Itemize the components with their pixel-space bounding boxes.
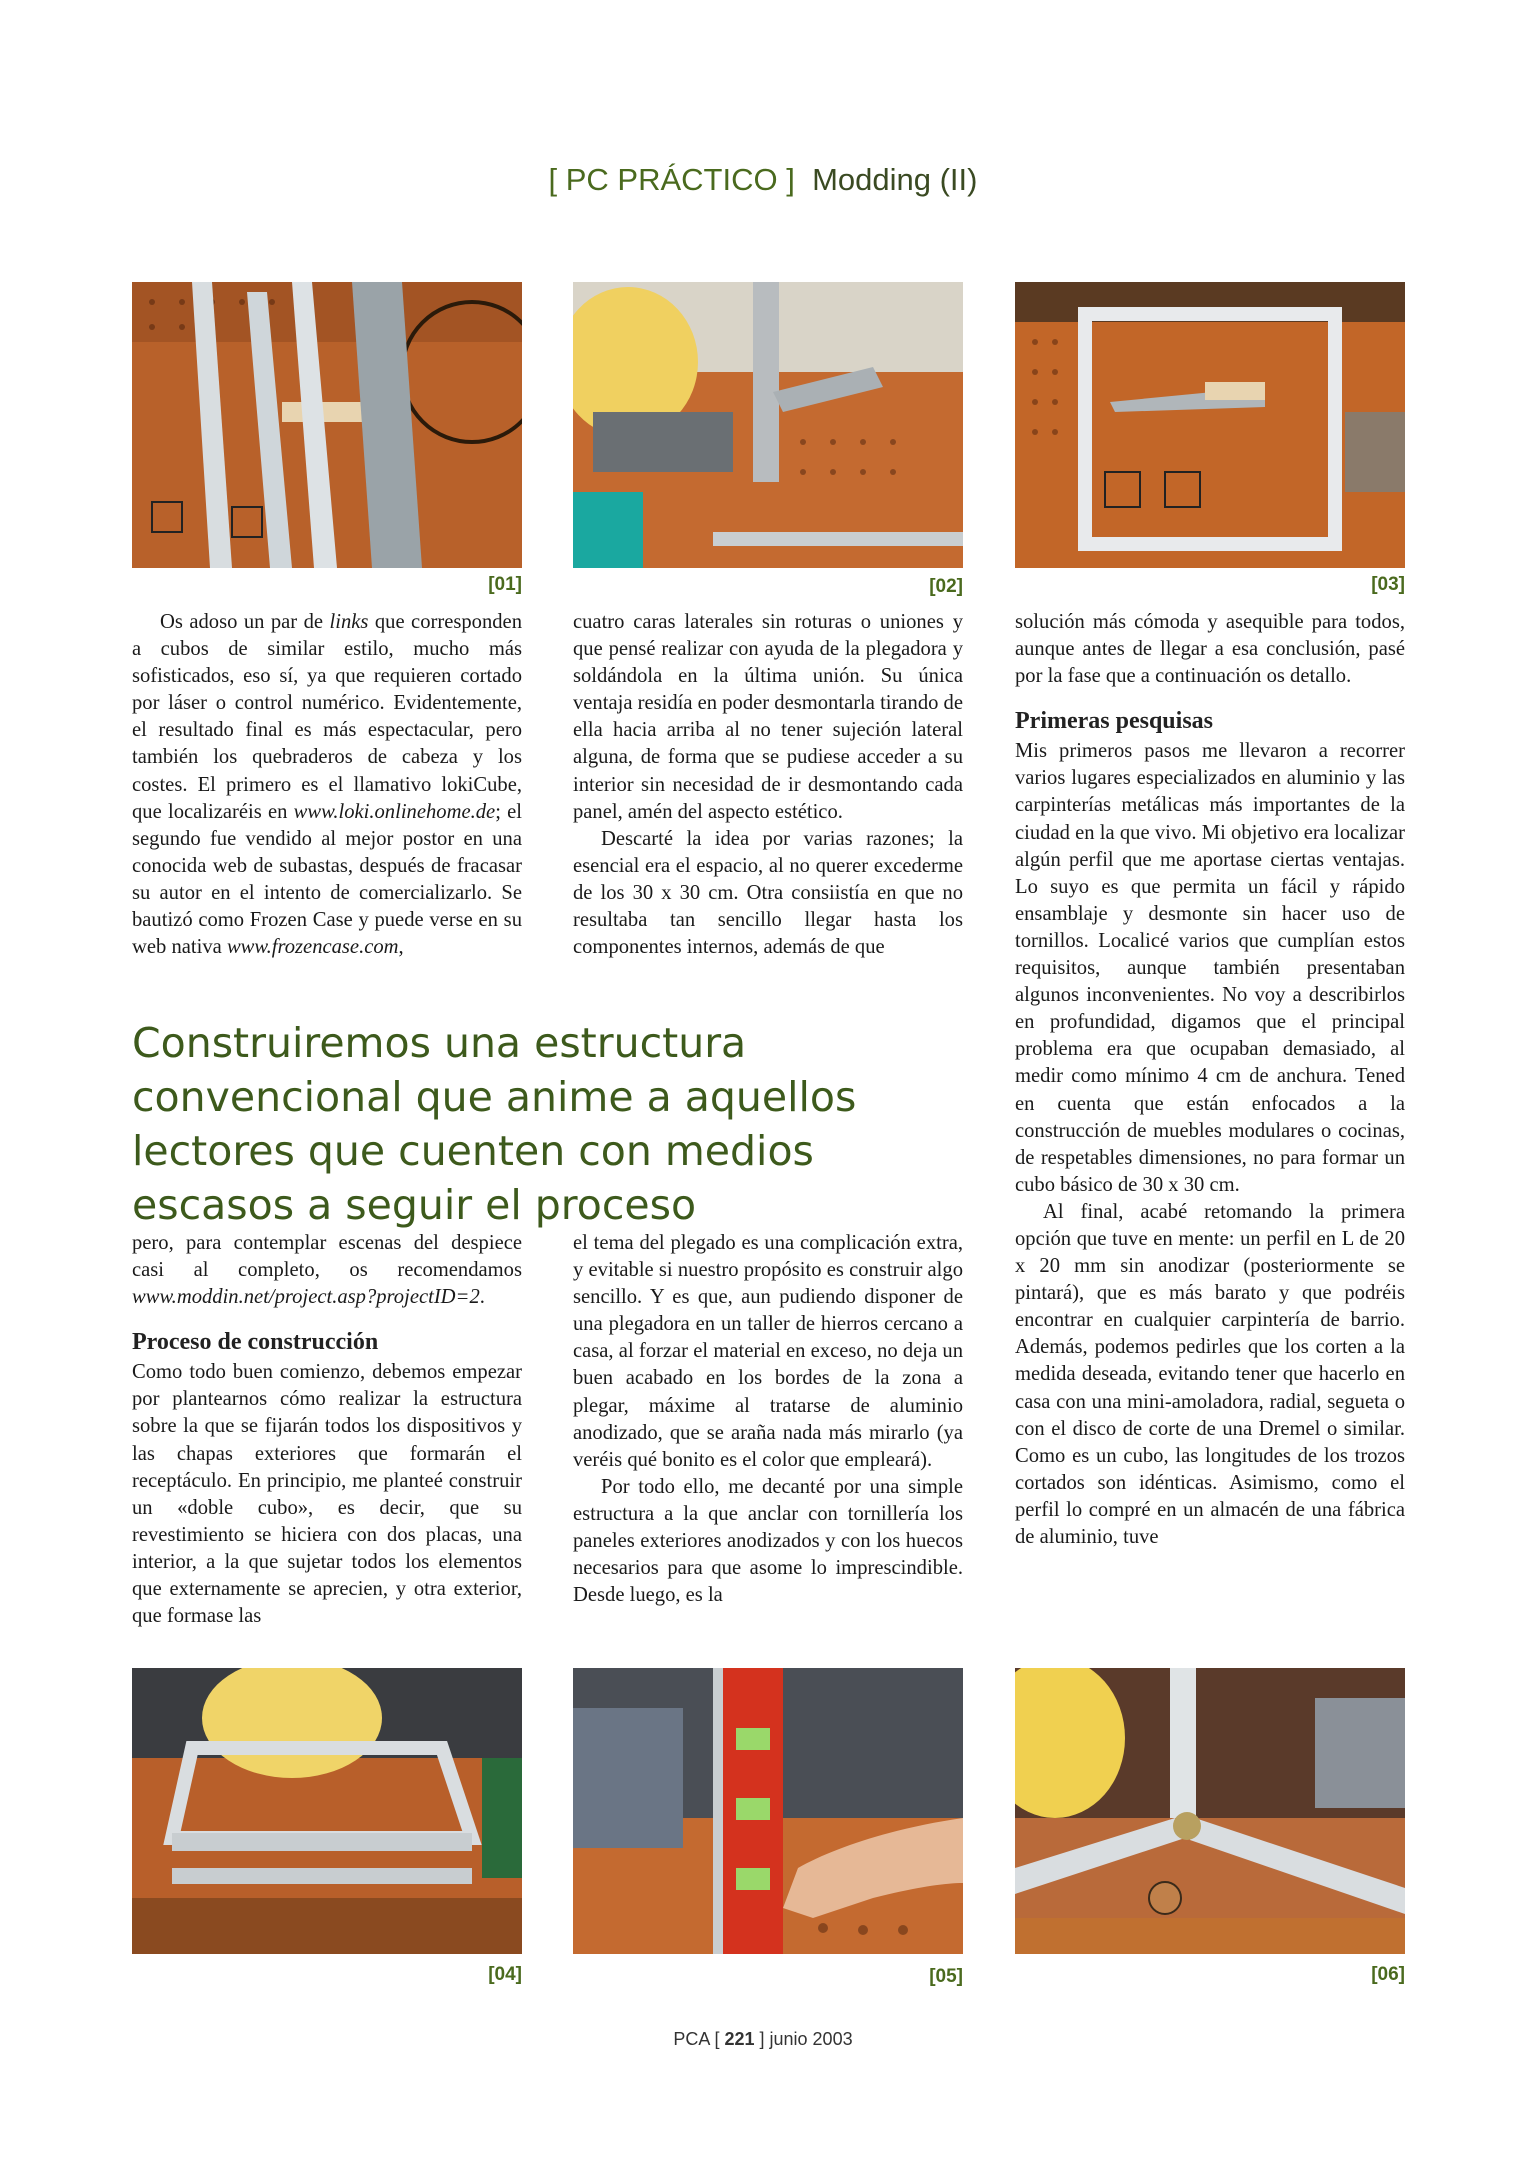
url-frozencase: www.frozencase.com xyxy=(226,936,399,959)
photo-04 xyxy=(132,1668,522,1954)
text-run: Os adoso un par de xyxy=(160,611,330,633)
photo-03 xyxy=(1015,282,1405,568)
url-moddin: www.moddin.net/project.asp?projectID=2 xyxy=(132,1286,480,1309)
text-run: . xyxy=(479,1286,485,1309)
issue-date: junio 2003 xyxy=(769,2029,853,2049)
caption-01: [01] xyxy=(488,574,522,595)
paragraph xyxy=(132,609,522,961)
page-footer: PCA [ 221 ] junio 2003 xyxy=(673,2029,853,2049)
section-heading: Proceso de construcción xyxy=(132,1329,379,1356)
column-2-top xyxy=(573,609,963,961)
column-3 xyxy=(1015,609,1405,1551)
paragraph: Por todo ello, me decanté por una simple estructura a la que anclar con tornillería los paneles exteriores anodizados y con los huecos necesarios para que asome lo imprescindible. Desde luego, es la xyxy=(573,1475,963,1607)
paragraph: Descarté la idea por varias razones; la esencial era el espacio, al no querer excederme de los 30 x 30 cm. Otra consiistía en que no resultaba tan sencillo llegar hasta los componentes internos, además de que xyxy=(573,827,963,959)
caption-05: [05] xyxy=(929,1966,963,1987)
text-run: ; el segundo fue vendido al mejor postor en una conocida web de subastas, después de fracasar su autor en el intento de comercializarlo. Se bautizó como Frozen Case y puede verse en su web nativa xyxy=(132,800,523,959)
photo-02 xyxy=(573,282,963,568)
text-run: , xyxy=(398,936,404,959)
column-1-bottom xyxy=(132,1230,522,1630)
paragraph: solución más cómoda y asequible para todos, aunque antes de llegar a esa conclusión, pasé por la fase que a continuación os detallo. xyxy=(1015,611,1405,688)
paragraph: el tema del plegado es una complicación extra, y evitable si nuestro propósito es construir algo sencillo. Y es que, aun pudiendo disponer de una plegadora en un taller de hierros cercano a casa, al forzar el material en exceso, no deja un buen acabado en los bordes de la zona a plegar, máxime al tratarse de aluminio anodizado, que se araña nada más mirarlo (ya veréis qué bonito es el color que empleará). xyxy=(573,1232,963,1471)
section-name: [ PC PRÁCTICO ] xyxy=(548,162,795,197)
url-loki: www.loki.onlinehome.de xyxy=(293,800,496,823)
page-number: 221 xyxy=(724,2029,755,2049)
caption-04: [04] xyxy=(488,1964,522,1985)
caption-03: [03] xyxy=(1371,574,1405,595)
pull-quote: Construiremos una estructura convencional que anime a aquellos lectores que cuenten con medios escasos a seguir el proceso xyxy=(132,1019,857,1229)
caption-06: [06] xyxy=(1371,1964,1405,1985)
photo-01 xyxy=(132,282,522,568)
text-run-italic: links xyxy=(329,611,369,633)
photo-06 xyxy=(1015,1668,1405,1954)
paragraph: Como todo buen comienzo, debemos empezar por plantearnos cómo realizar la estructura sobre la que se fijarán todos los dispositivos y las chapas exteriores que formarán el receptáculo. En principio, me planteé construir un «doble cubo», es decir, que su revestimiento se hiciera con dos placas, una interior, a la que sujetar todos los elementos que externamente se aprecien, y otra exterior, que formase las xyxy=(132,1361,522,1628)
paragraph: Mis primeros pasos me llevaron a recorrer varios lugares especializados en aluminio y las carpinterías metálicas más importantes de la ciudad en la que vivo. Mi objetivo era localizar algún perfil que me aportase ciertas ventajas. Lo suyo es que permita un fácil y rápido ensamblaje y desmonte sin hacer uso de tornillos. Localicé varios que cumplían estos requisitos, aunque también presentaban algunos inconvenientes. No voy a describirlos en profundidad, digamos que el principal problema era que ocupaban demasiado, al medir como mínimo 4 cm de anchura. Tened en cuenta que están enfocados a la construcción de muebles modulares o cocinas, de respetables dimensiones, no para formar un cubo básico de 30 x 30 cm. xyxy=(1015,740,1405,1196)
text-run: pero, para contemplar escenas del despiece casi al completo, os recomendamos xyxy=(132,1232,522,1282)
article-topic: Modding (II) xyxy=(812,162,978,197)
paragraph xyxy=(132,1230,522,1311)
column-1-top xyxy=(132,609,522,961)
paragraph: cuatro caras laterales sin roturas o uniones y que pensé realizar con ayuda de la plegadora y soldándola en la última unión. Su única ventaja residía en poder desmontarla tirando de ella hacia arriba al no tener sujeción lateral alguna, de forma que se pudiese acceder a su interior sin necesidad de ir desmontando cada panel, amén del aspecto estético. xyxy=(573,611,963,823)
caption-02: [02] xyxy=(929,576,963,597)
magazine-name: PCA xyxy=(673,2029,710,2049)
column-2-bottom xyxy=(573,1230,963,1609)
photo-05 xyxy=(573,1668,963,1954)
text-run: que corresponden a cubos de similar estilo, mucho más sofisticados, eso sí, ya que requieren cortado por láser o control numérico. Evidentemente, el resultado final es más espectacular, pero también los quebraderos de cabeza y los costes. El primero es el llamativo lokiCube, que localizaréis en xyxy=(132,611,522,823)
section-heading: Primeras pesquisas xyxy=(1015,708,1213,735)
running-header xyxy=(0,162,1526,198)
paragraph: Al final, acabé retomando la primera opción que tuve en mente: un perfil en L de 20 x 20 mm sin anodizar (posteriormente se pintará), que es más barato y que podréis encontrar en cualquier carpintería de barrio. Además, podemos pedirles que los corten a la medida deseada, evitando tener que hacerlo en casa con una mini-amoladora, radial, segueta o con el disco de corte de una Dremel o similar. Como es un cubo, las longitudes de los trozos cortados son idénticas. Asimismo, como el perfil lo compré en un almacén de una fábrica de aluminio, tuve xyxy=(1015,1200,1405,1548)
